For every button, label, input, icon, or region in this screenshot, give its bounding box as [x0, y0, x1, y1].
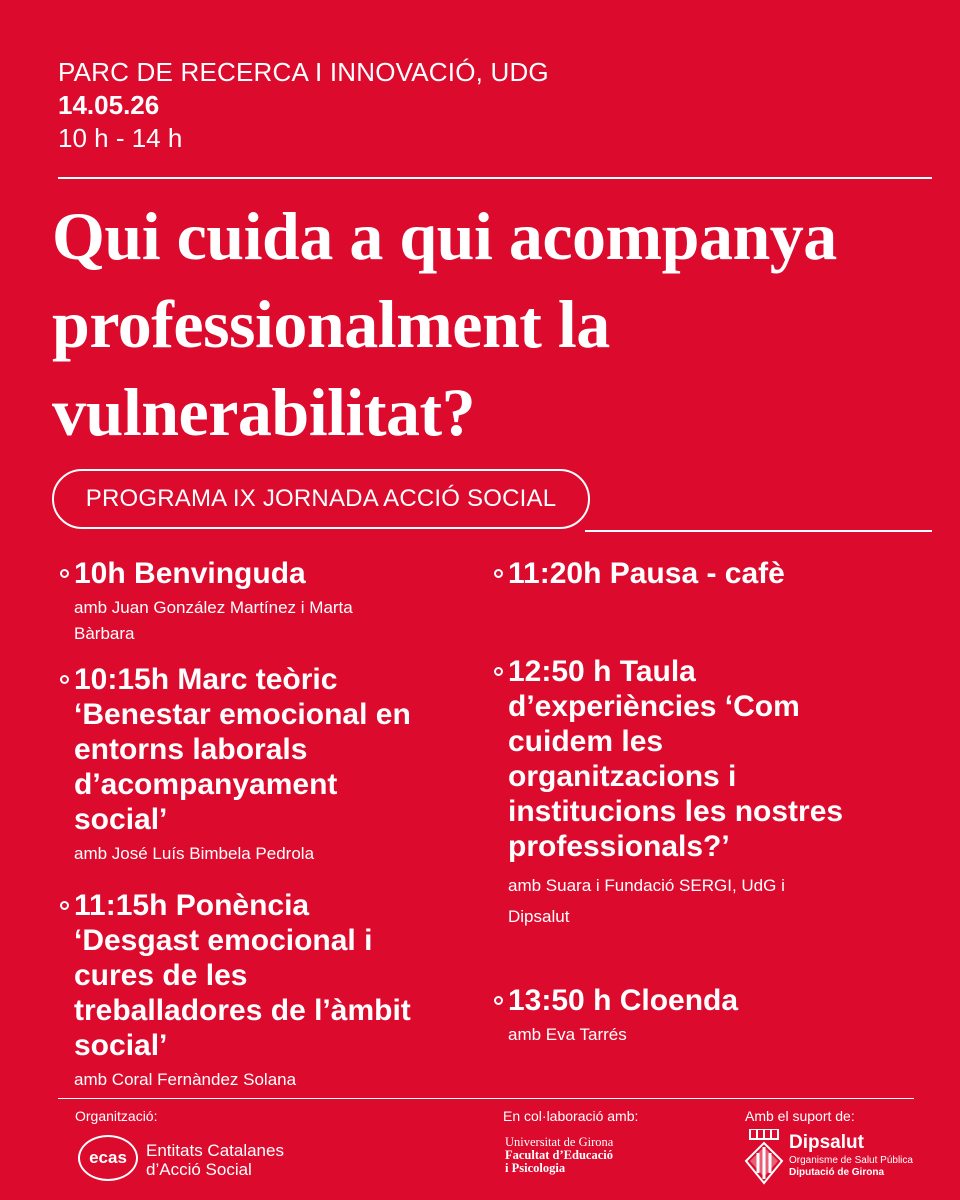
schedule-item-heading: 12:50 h Taula d’experiències ‘Com cuidem les organitzacions i institucions les nostres professionals?’ — [494, 654, 934, 864]
schedule-item-speakers: amb José Luís Bimbela Pedrola — [74, 844, 315, 863]
girona-shield-icon — [744, 1129, 784, 1185]
schedule-item-heading: 10h Benvinguda — [60, 556, 480, 591]
schedule-item-speakers: amb Juan González Martínez i Marta Bàrbara — [74, 598, 353, 643]
title-line: professionalment la — [52, 286, 610, 362]
title-line: Qui cuida a qui acompanya — [52, 198, 837, 274]
bullet-icon — [60, 675, 69, 684]
udg-logo: Universitat de Girona Facultat d’Educació i Psicologia — [505, 1135, 614, 1175]
venue: PARC DE RECERCA I INNOVACIÓ, UDG — [58, 57, 549, 87]
bullet-icon — [494, 667, 503, 676]
dipsalut-subtitle-2: Diputació de Girona — [789, 1167, 885, 1178]
title-line: vulnerabilitat? — [52, 374, 476, 450]
schedule-item-speakers: amb Suara i Fundació SERGI, UdG i Dipsalut — [508, 876, 785, 926]
program-badge — [52, 469, 590, 529]
schedule-item-heading: 11:20h Pausa - cafè — [494, 556, 934, 591]
schedule-item — [60, 556, 480, 647]
collab-label: En col·laboració amb: — [503, 1108, 639, 1124]
schedule-item — [60, 888, 480, 1093]
dipsalut-subtitle: Organisme de Salut Pública — [789, 1155, 913, 1166]
schedule-item-speakers: amb Coral Fernàndez Solana — [74, 1070, 297, 1089]
ecas-name: Entitats Catalanes d’Acció Social — [146, 1141, 284, 1179]
schedule-item-heading: 13:50 h Cloenda — [494, 983, 934, 1018]
program-label: PROGRAMA IX JORNADA ACCIÓ SOCIAL — [85, 485, 557, 512]
event-date: 14.05.26 — [58, 90, 160, 120]
dipsalut-name: Dipsalut — [789, 1132, 864, 1153]
schedule-item — [494, 983, 934, 1048]
divider-footer — [58, 1098, 914, 1099]
event-header — [58, 56, 549, 154]
event-hours: 10 h - 14 h — [58, 123, 183, 153]
organitzacio-label: Organització: — [75, 1108, 158, 1124]
schedule-item-heading: 10:15h Marc teòric ‘Benestar emocional en entorns laborals d’acompanyament social’ — [60, 662, 480, 837]
ecas-logo: ecas — [78, 1135, 138, 1181]
schedule-item — [494, 556, 934, 591]
bullet-icon — [494, 569, 503, 578]
event-title — [52, 192, 932, 456]
bullet-icon — [60, 569, 69, 578]
schedule-item — [494, 654, 934, 932]
bullet-icon — [494, 996, 503, 1005]
schedule-item — [60, 662, 480, 867]
divider-top — [58, 177, 932, 179]
suport-label: Amb el suport de: — [745, 1108, 855, 1124]
schedule-item-heading: 11:15h Ponència ‘Desgast emocional i cures de les treballadores de l’àmbit social’ — [60, 888, 480, 1063]
bullet-icon — [60, 901, 69, 910]
divider-program — [585, 530, 932, 532]
schedule-item-speakers: amb Eva Tarrés — [508, 1025, 627, 1044]
